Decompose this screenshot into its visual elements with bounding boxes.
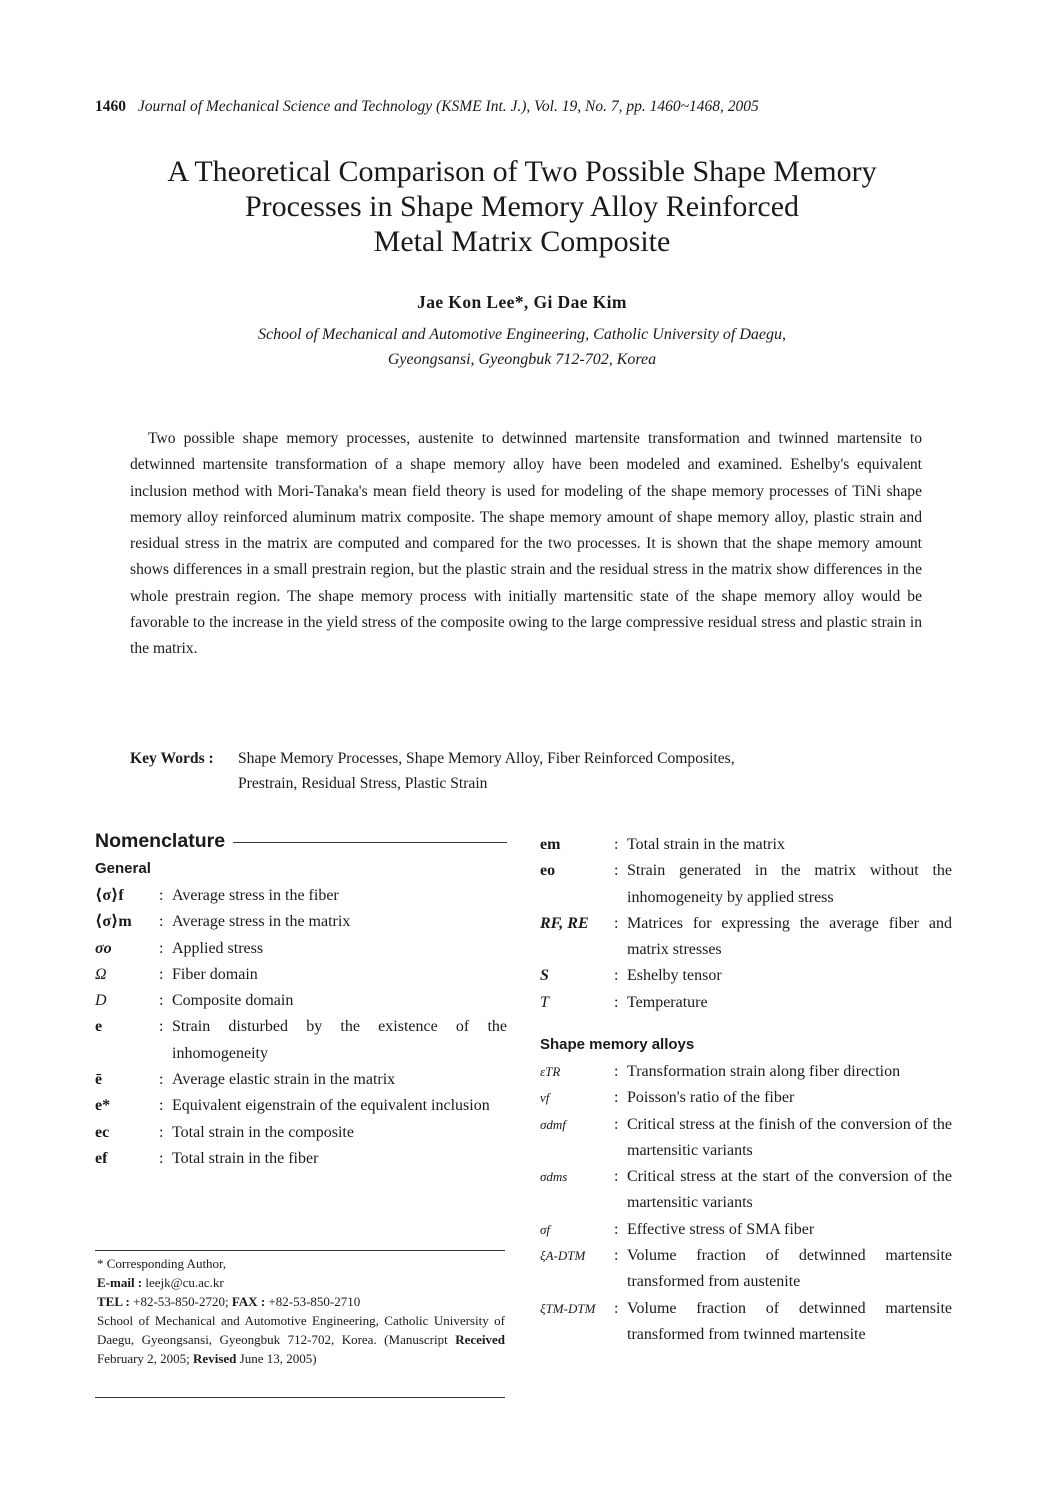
nomenclature-desc: Average elastic strain in the matrix: [172, 1071, 396, 1089]
nomenclature-item: D : Composite domain: [95, 988, 507, 1014]
nomenclature-symbol: ⟨σ⟩f: [95, 887, 124, 904]
nomenclature-symbol: νf: [540, 1090, 550, 1106]
nomenclature-item: ξA-DTM : Volume fraction of detwinned martensite transformed from austenite: [540, 1243, 952, 1296]
nomenclature-desc: Critical stress at the start of the conversion of the martensitic variants: [627, 1168, 952, 1212]
nomenclature-item: ē : Average elastic strain in the matrix: [95, 1067, 507, 1093]
title-line: A Theoretical Comparison of Two Possible Shape Memory: [167, 155, 877, 188]
nomenclature-item: eo : Strain generated in the matrix without the inhomogeneity by applied stress: [540, 858, 952, 911]
nomenclature-list-right: [540, 832, 952, 1016]
nomenclature-item: Ω : Fiber domain: [95, 962, 507, 988]
abstract: [130, 426, 922, 663]
keywords-line: Shape Memory Processes, Shape Memory Alloy, Fiber Reinforced Composites,: [238, 750, 735, 767]
sma-nomenclature-list: [540, 1059, 952, 1348]
nomenclature-item: σf : Effective stress of SMA fiber: [540, 1217, 952, 1243]
nomenclature-title: Nomenclature: [95, 829, 226, 852]
footnote-rule: [95, 1250, 505, 1251]
keywords-line: Prestrain, Residual Stress, Plastic Strain: [238, 775, 488, 792]
footnote-email: [97, 1273, 505, 1292]
nomenclature-desc: Poisson's ratio of the fiber: [627, 1089, 795, 1107]
nomenclature-symbol: σdms: [540, 1169, 568, 1185]
nomenclature-symbol: ⟨σ⟩m: [95, 913, 132, 931]
nomenclature-desc: Total strain in the composite: [172, 1123, 354, 1141]
nomenclature-desc: Strain disturbed by the existence of the inhomogeneity: [172, 1018, 507, 1062]
nomenclature-item: ef : Total strain in the fiber: [95, 1146, 507, 1172]
journal-citation: Journal of Mechanical Science and Technology (KSME Int. J.), Vol. 19, No. 7, pp. 1460~1468, 2005: [137, 98, 759, 115]
nomenclature-item: σdms : Critical stress at the start of the conversion of the martensitic variants: [540, 1164, 952, 1217]
nomenclature-symbol: ξTM-DTM: [540, 1300, 596, 1316]
nomenclature-symbol: S: [540, 967, 549, 985]
nomenclature-item: ξTM-DTM : Volume fraction of detwinned martensite transformed from twinned martensite: [540, 1296, 952, 1349]
nomenclature-symbol: ξA-DTM: [540, 1248, 586, 1264]
abstract-text: Two possible shape memory processes, austenite to detwinned martensite transformation and twinned martensite to detwinned martensite transformation of a shape memory alloy have been modeled and examined. Eshelby's equivalent inclusion method with Mori-Tanaka's mean field theory is used for modeling of the shape memory processes of TiNi shape memory alloy reinforced aluminum matrix composite. The shape memory amount of shape memory alloy, plastic strain and residual stress in the matrix are computed and compared for the two processes. It is shown that the shape memory amount shows differences in a small prestrain region, but the plastic strain and the residual stress in the matrix show differences in the whole prestrain region. The shape memory process with initially martensitic state of the shape memory alloy would be favorable to the increase in the yield stress of the composite owing to the large compressive residual stress and plastic strain in the matrix.: [130, 430, 922, 658]
nomenclature-item: e : Strain disturbed by the existence of the inhomogeneity: [95, 1014, 507, 1067]
general-heading: General: [95, 860, 151, 877]
received-label: Received: [455, 1332, 505, 1347]
nomenclature-symbol: εTR: [540, 1064, 561, 1079]
nomenclature-item: T : Temperature: [540, 990, 952, 1016]
email-value: leejk@cu.ac.kr: [145, 1275, 224, 1290]
nomenclature-symbol: σf: [540, 1221, 551, 1237]
nomenclature-desc: Temperature: [627, 993, 708, 1011]
nomenclature-desc: Total strain in the fiber: [172, 1149, 319, 1167]
nomenclature-desc: Volume fraction of detwinned martensite transformed from twinned martensite: [627, 1299, 952, 1343]
revised-label: Revised: [193, 1351, 237, 1366]
nomenclature-symbol: ē: [95, 1071, 103, 1089]
footnote-bottom-rule: [95, 1397, 505, 1398]
nomenclature-desc: Transformation strain along fiber direction: [627, 1063, 901, 1080]
nomenclature-symbol: e: [95, 1018, 103, 1036]
authors: Jae Kon Lee*, Gi Dae Kim: [417, 292, 627, 312]
affiliation-line: Gyeongsansi, Gyeongbuk 712-702, Korea: [387, 351, 657, 368]
email-label: E-mail :: [97, 1275, 143, 1290]
nomenclature-item: ec : Total strain in the composite: [95, 1120, 507, 1146]
nomenclature-desc: Effective stress of SMA fiber: [627, 1220, 815, 1238]
keywords: [130, 746, 922, 796]
nomenclature-desc: Total strain in the matrix: [627, 836, 785, 853]
nomenclature-desc: Critical stress at the finish of the conversion of the martensitic variants: [627, 1115, 952, 1159]
tel-label: TEL :: [97, 1294, 130, 1309]
nomenclature-item: ⟨σ⟩f : Average stress in the fiber: [95, 883, 507, 909]
nomenclature-desc: Strain generated in the matrix without the inhomogeneity by applied stress: [627, 862, 952, 906]
page-number: 1460: [95, 98, 126, 115]
nomenclature-symbol: ec: [95, 1123, 110, 1141]
nomenclature-item: νf : Poisson's ratio of the fiber: [540, 1085, 952, 1111]
nomenclature-symbol: T: [540, 993, 549, 1011]
nomenclature-item: σdmf : Critical stress at the finish of the conversion of the martensitic variants: [540, 1112, 952, 1165]
nomenclature-heading: [95, 828, 507, 854]
footnote-corresponding: * Corresponding Author,: [97, 1256, 227, 1271]
tel-value: +82-53-850-2720;: [133, 1294, 229, 1309]
nomenclature-desc: Composite domain: [172, 992, 294, 1010]
keywords-label: Key Words :: [130, 750, 214, 767]
nomenclature-symbol: Ω: [95, 965, 107, 983]
footnote: [97, 1254, 505, 1368]
nomenclature-desc: Matrices for expressing the average fiber and matrix stresses: [627, 914, 952, 959]
revised-date: June 13, 2005): [239, 1351, 317, 1366]
heading-rule: [233, 842, 507, 843]
nomenclature-desc: Equivalent eigenstrain of the equivalent inclusion: [172, 1097, 490, 1115]
nomenclature-list-left: [95, 883, 507, 1172]
nomenclature-symbol: σdmf: [540, 1116, 566, 1132]
received-date: February 2, 2005;: [97, 1351, 190, 1366]
nomenclature-item: ⟨σ⟩m : Average stress in the matrix: [95, 909, 507, 935]
nomenclature-symbol: e*: [95, 1097, 111, 1115]
nomenclature-desc: Average stress in the matrix: [172, 913, 351, 931]
sma-heading: Shape memory alloys: [540, 1036, 695, 1053]
footnote-phone: [97, 1292, 505, 1311]
nomenclature-item: e* : Equivalent eigenstrain of the equivalent inclusion: [95, 1093, 507, 1119]
running-header: [95, 98, 759, 116]
nomenclature-desc: Average stress in the fiber: [172, 887, 339, 904]
nomenclature-item: RF, RE : Matrices for expressing the average fiber and matrix stresses: [540, 911, 952, 964]
paper-title: [90, 154, 954, 259]
nomenclature-symbol: D: [95, 992, 107, 1010]
nomenclature-symbol: em: [540, 836, 561, 853]
fax-label: FAX :: [231, 1294, 266, 1309]
nomenclature-desc: Fiber domain: [172, 965, 258, 983]
nomenclature-symbol: σo: [95, 939, 112, 957]
footnote-address: [97, 1311, 505, 1368]
nomenclature-item: em : Total strain in the matrix: [540, 832, 952, 858]
nomenclature-desc: Eshelby tensor: [627, 967, 722, 985]
fax-value: +82-53-850-2710: [268, 1294, 361, 1309]
title-line: Processes in Shape Memory Alloy Reinforced: [244, 190, 800, 223]
nomenclature-symbol: RF, RE: [540, 914, 589, 932]
nomenclature-symbol: ef: [95, 1149, 108, 1167]
affiliation-line: School of Mechanical and Automotive Engineering, Catholic University of Daegu,: [257, 326, 787, 343]
title-line: Metal Matrix Composite: [373, 225, 671, 258]
nomenclature-item: εTR : Transformation strain along fiber direction: [540, 1059, 952, 1085]
nomenclature-symbol: eo: [540, 862, 556, 880]
address-text: School of Mechanical and Automotive Engineering, Catholic University of Daegu, Gyeongsansi, Gyeongbuk 712-702, Korea. (Manuscript: [97, 1313, 505, 1347]
nomenclature-desc: Applied stress: [172, 939, 264, 957]
nomenclature-item: S : Eshelby tensor: [540, 963, 952, 989]
nomenclature-desc: Volume fraction of detwinned martensite transformed from austenite: [627, 1247, 952, 1291]
affiliation: [90, 322, 954, 372]
nomenclature-item: σo : Applied stress: [95, 936, 507, 962]
